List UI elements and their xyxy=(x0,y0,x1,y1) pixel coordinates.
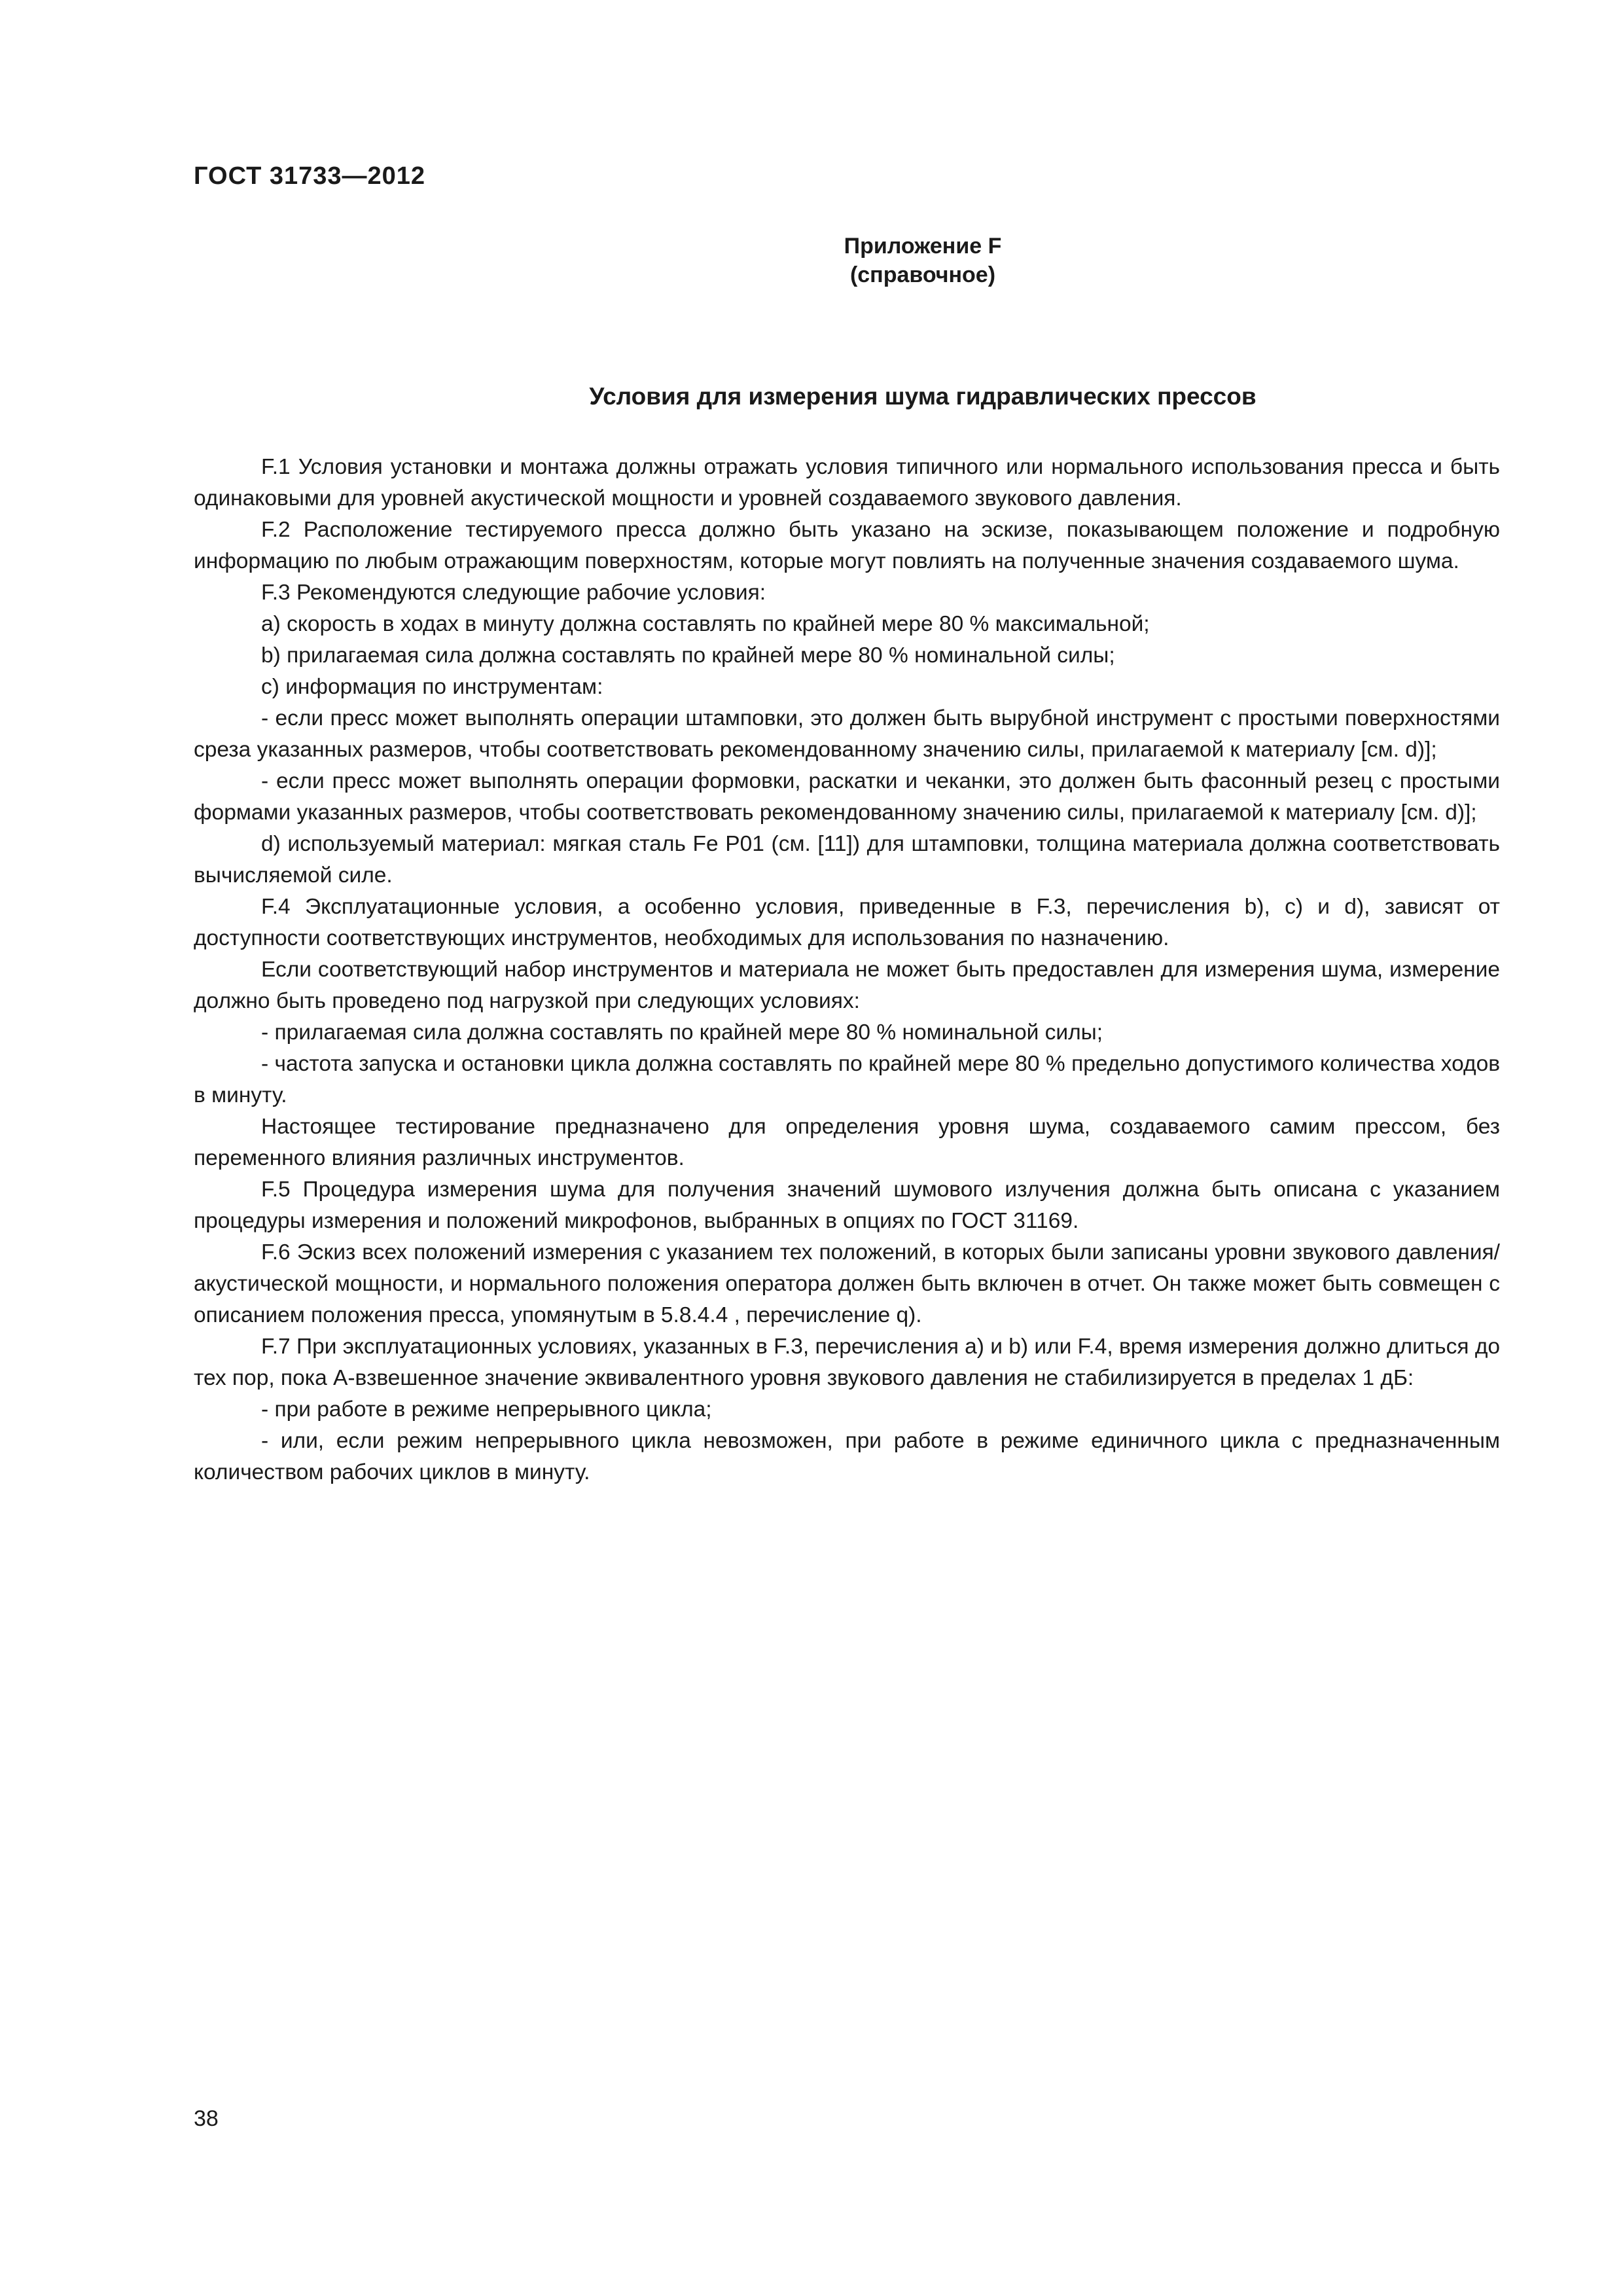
list-item-f3-c-stamping: - если пресс может выполнять операции штамповки, это должен быть вырубной инструмент с простыми поверхностями среза указанных размеров, чтобы соответствовать рекомендованному значению силы, прилагаемой к материалу [см. d)]; xyxy=(194,706,1500,762)
document-header: ГОСТ 31733—2012 xyxy=(194,162,426,190)
list-item-f7-single: - или, если режим непрерывного цикла невозможен, при работе в режиме единичного цикла с предназначенным количеством рабочих циклов в минуту. xyxy=(194,1429,1500,1484)
paragraph-f4-alternative: Если соответствующий набор инструментов и материала не может быть предоставлен для измерения шума, измерение должно быть проведено под нагрузкой при следующих условиях: xyxy=(194,958,1500,1013)
paragraph-f5: F.5 Процедура измерения шума для получения значений шумового излучения должна быть описана с указанием процедуры измерения и положений микрофонов, выбранных в опциях по ГОСТ 31169. xyxy=(194,1177,1500,1233)
list-item-f3-c: c) информация по инструментам: xyxy=(261,675,603,699)
body-text xyxy=(194,452,1500,1488)
list-item-f4-frequency: - частота запуска и остановки цикла должна составлять по крайней мере 80 % предельно допустимого количества ходов в минуту. xyxy=(194,1052,1500,1107)
paragraph-f6: F.6 Эскиз всех положений измерения с указанием тех положений, в которых были записаны уровни звукового давления/акустической мощности, и нормального положения оператора должен быть включен в отчет. Он также может быть совмещен с описанием положения пресса, упомянутым в 5.8.4.4 , перечисление q). xyxy=(194,1240,1500,1327)
paragraph-f1: F.1 Условия установки и монтажа должны отражать условия типичного или нормального использования пресса и быть одинаковыми для уровней акустической мощности и уровней создаваемого звукового давления. xyxy=(194,455,1500,511)
list-item-f7-continuous: - при работе в режиме непрерывного цикла; xyxy=(261,1397,712,1422)
list-item-f3-d: d) используемый материал: мягкая сталь Fe P01 (см. [11]) для штамповки, толщина материала должна соответствовать вычисляемой силе. xyxy=(194,832,1500,888)
paragraph-f7: F.7 При эксплуатационных условиях, указанных в F.3, перечисления a) и b) или F.4, время измерения должно длиться до тех пор, пока A-взвешенное значение эквивалентного уровня звукового давления не стабилизируется в пределах 1 дБ: xyxy=(194,1335,1500,1390)
paragraph-f4-purpose: Настоящее тестирование предназначено для определения уровня шума, создаваемого самим прессом, без переменного влияния различных инструментов. xyxy=(194,1115,1500,1170)
paragraph-f3: F.3 Рекомендуются следующие рабочие условия: xyxy=(261,581,766,605)
paragraph-f2: F.2 Расположение тестируемого пресса должно быть указано на эскизе, показывающем положение и подробную информацию по любым отражающим поверхностям, которые могут повлиять на полученные значения создаваемого шума. xyxy=(194,518,1500,573)
page-number: 38 xyxy=(194,2106,219,2131)
annex-title: Условия для измерения шума гидравлических прессов xyxy=(589,383,1257,410)
paragraph-f4: F.4 Эксплуатационные условия, а особенно условия, приведенные в F.3, перечисления b), c) и d), зависят от доступности соответствующих инструментов, необходимых для использования по назначению. xyxy=(194,895,1500,950)
list-item-f3-a: a) скорость в ходах в минуту должна составлять по крайней мере 80 % максимальной; xyxy=(261,612,1150,636)
list-item-f4-force: - прилагаемая сила должна составлять по крайней мере 80 % номинальной силы; xyxy=(261,1020,1103,1045)
list-item-f3-c-forming: - если пресс может выполнять операции формовки, раскатки и чеканки, это должен быть фасонный резец с простыми формами указанных размеров, чтобы соответствовать рекомендованному значению силы, прилагаемой к материалу [см. d)]; xyxy=(194,769,1500,825)
annex-label-block xyxy=(0,232,1623,289)
list-item-f3-b: b) прилагаемая сила должна составлять по крайней мере 80 % номинальной силы; xyxy=(261,643,1115,668)
annex-type: (справочное) xyxy=(849,262,996,287)
annex-label: Приложение F xyxy=(844,234,1002,259)
